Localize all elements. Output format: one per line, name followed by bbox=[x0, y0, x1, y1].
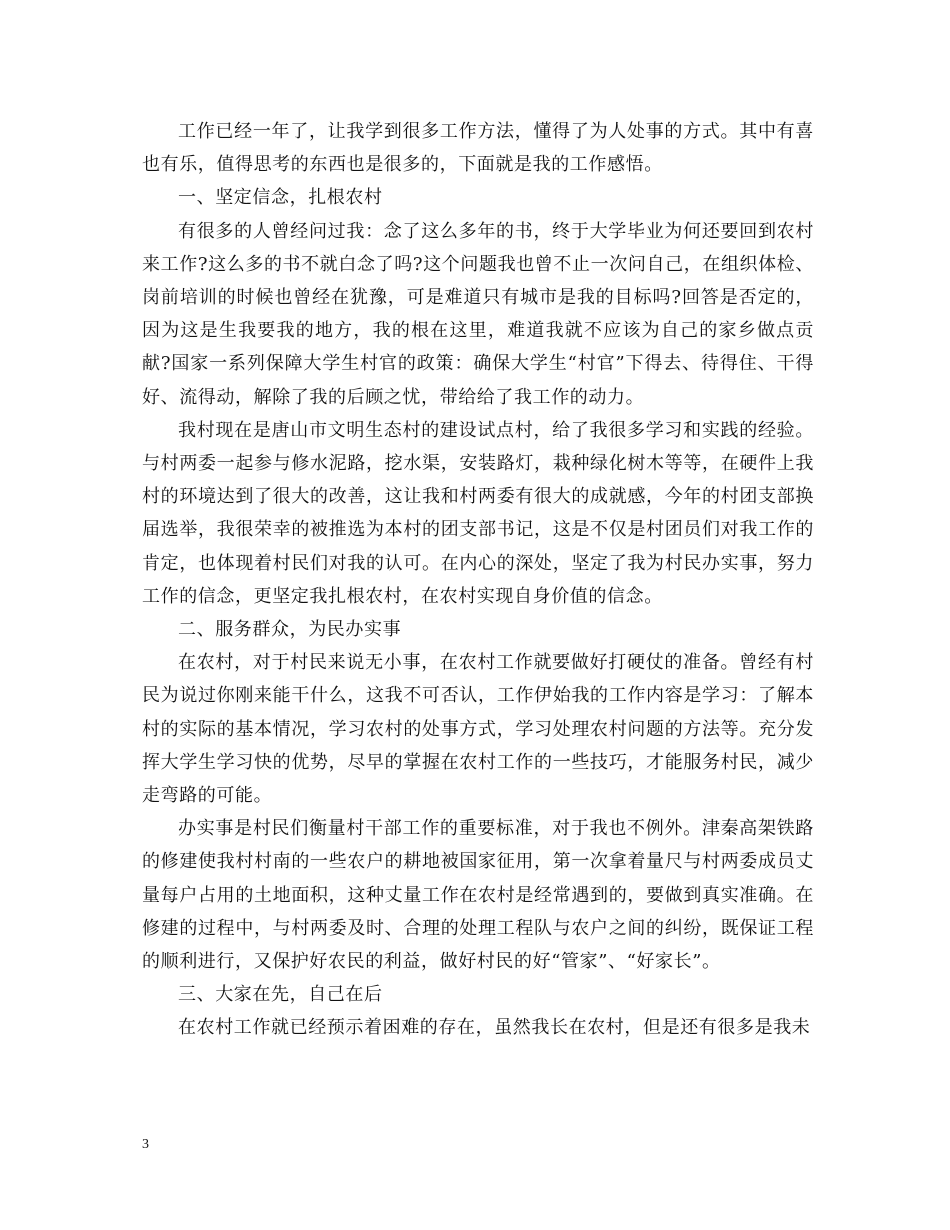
page-number: 3 bbox=[142, 1137, 149, 1152]
section-heading-1: 一、坚定信念，扎根农村 bbox=[178, 187, 383, 209]
paragraph-1a: 有很多的人曾经问过我：念了这么多年的书，终于大学毕业为何还要回到农村来工作?这么多的书不就白念了吗?这个问题我也曾不止一次问自己，在组织体检、岗前培训的时候也曾经在犹豫，可是难道只有城市是我的目标吗?回答是否定的，因为这是生我要我的地方，我的根在这里，难道我就不应该为自己的家乡做点贡献?国家一系列保障大学生村官的政策：确保大学生“村官”下得去、待得住、干得好、流得动，解除了我的后顾之忧，带给给了我工作的动力。 bbox=[142, 220, 814, 408]
section-heading-3: 三、大家在先，自己在后 bbox=[178, 984, 383, 1006]
paragraph-1b: 我村现在是唐山市文明生态村的建设试点村，给了我很多学习和实践的经验。与村两委一起参与修水泥路，挖水渠，安装路灯，栽种绿化树木等等，在硬件上我村的环境达到了很大的改善，这让我和村两委有很大的成就感，今年的村团支部换届选举，我很荣幸的被推选为本村的团支部书记，这是不仅是村团员们对我工作的肯定，也体现着村民们对我的认可。在内心的深处，坚定了我为村民办实事，努力工作的信念，更坚定我扎根农村，在农村实现自身价值的信念。 bbox=[142, 419, 814, 607]
document-body bbox=[142, 115, 814, 1045]
section-heading-2: 二、服务群众，为民办实事 bbox=[178, 619, 402, 641]
paragraph-2b: 办实事是村民们衡量村干部工作的重要标准，对于我也不例外。津秦高架铁路的修建使我村村南的一些农户的耕地被国家征用，第一次拿着量尺与村两委成员丈量每户占用的土地面积，这种丈量工作在农村是经常遇到的，要做到真实准确。在修建的过程中，与村两委及时、合理的处理工程队与农户之间的纠纷，既保证工程的顺利进行，又保护好农民的利益，做好村民的好“管家”、“好家长”。 bbox=[142, 818, 814, 973]
paragraph-intro: 工作已经一年了，让我学到很多工作方法，懂得了为人处事的方式。其中有喜也有乐，值得思考的东西也是很多的，下面就是我的工作感悟。 bbox=[142, 121, 814, 176]
paragraph-2a: 在农村，对于村民来说无小事，在农村工作就要做好打硬仗的准备。曾经有村民为说过你刚来能干什么，这我不可否认，工作伊始我的工作内容是学习：了解本村的实际的基本情况，学习农村的处事方式，学习处理农村问题的方法等。充分发挥大学生学习快的优势，尽早的掌握在农村工作的一些技巧，才能服务村民，减少走弯路的可能。 bbox=[142, 652, 814, 807]
paragraph-3a: 在农村工作就已经预示着困难的存在，虽然我长在农村，但是还有很多是我未 bbox=[178, 1017, 811, 1039]
